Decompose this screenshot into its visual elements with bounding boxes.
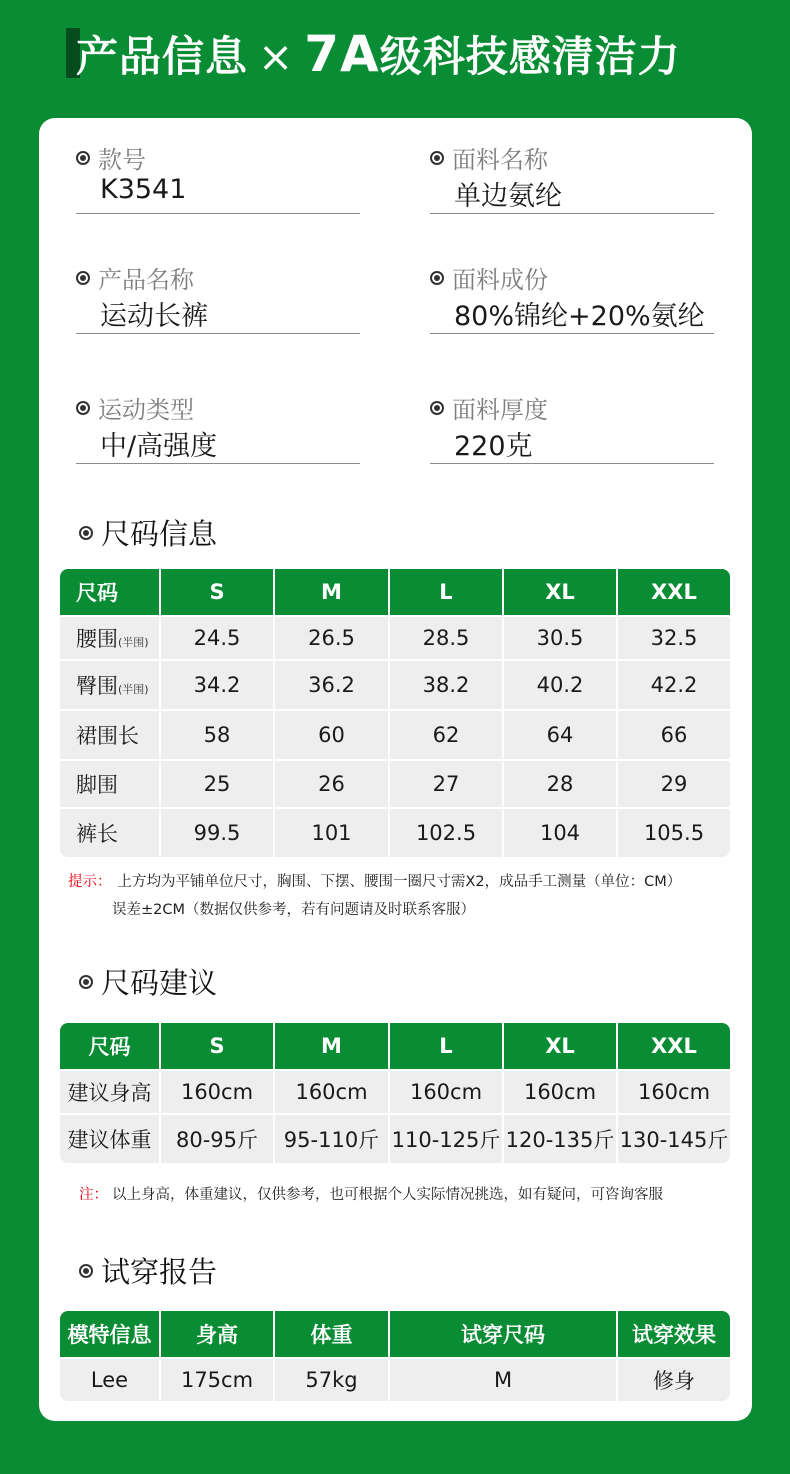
title-part2: 级科技感清洁力 — [379, 32, 681, 81]
table-cell: 25 — [161, 759, 275, 807]
spec-label: 面料名称 — [430, 140, 548, 175]
table-cell: 28 — [504, 759, 618, 807]
spec-field-fabric-composition — [430, 238, 714, 334]
table-cell: 160cm — [161, 1069, 275, 1113]
column-header: S — [161, 569, 275, 615]
table-cell: 120-135斤 — [504, 1113, 618, 1163]
divider — [76, 213, 360, 214]
table-cell: 60 — [275, 709, 390, 759]
column-header: M — [275, 569, 390, 615]
table-cell: 57kg — [275, 1357, 390, 1401]
bullet-icon — [430, 151, 444, 165]
column-header: XXL — [618, 1023, 730, 1069]
spec-label: 款号 — [76, 140, 146, 175]
table-cell: 101 — [275, 807, 390, 857]
bullet-icon — [76, 271, 90, 285]
spec-value: K3541 — [100, 174, 187, 205]
spec-label: 产品名称 — [76, 260, 194, 295]
table-header-row — [60, 569, 730, 615]
section-title-fit-report: 试穿报告 — [79, 1250, 217, 1291]
spec-value: 运动长裤 — [100, 301, 208, 332]
table-cell: 104 — [504, 807, 618, 857]
note-prefix: 注： — [79, 1187, 108, 1203]
fit-report-table — [60, 1311, 730, 1401]
title-7a: 7A — [304, 25, 380, 83]
column-header: 试穿效果 — [618, 1311, 730, 1357]
table-cell: 160cm — [275, 1069, 390, 1113]
table-row — [60, 1113, 730, 1163]
table-cell: 66 — [618, 709, 730, 759]
size-info-table — [60, 569, 730, 857]
table-cell: 64 — [504, 709, 618, 759]
column-header: XXL — [618, 569, 730, 615]
table-cell: 160cm — [618, 1069, 730, 1113]
table-cell: 34.2 — [161, 659, 275, 709]
table-header-row — [60, 1311, 730, 1357]
column-header: 模特信息 — [60, 1311, 161, 1357]
spec-value: 中/高强度 — [100, 431, 218, 462]
table-cell: 160cm — [504, 1069, 618, 1113]
column-header: L — [390, 1023, 504, 1069]
bullet-icon — [79, 1264, 93, 1278]
table-cell: 26.5 — [275, 615, 390, 659]
note-prefix: 提示： — [68, 874, 112, 890]
table-row — [60, 1357, 730, 1401]
column-header: S — [161, 1023, 275, 1069]
table-cell: 28.5 — [390, 615, 504, 659]
table-cell: 29 — [618, 759, 730, 807]
table-row — [60, 1069, 730, 1113]
column-header: M — [275, 1023, 390, 1069]
row-label: 脚围 — [60, 759, 161, 807]
table-header-row — [60, 1023, 730, 1069]
table-cell: 30.5 — [504, 615, 618, 659]
table-cell: 42.2 — [618, 659, 730, 709]
size-advice-table — [60, 1023, 730, 1163]
divider — [76, 333, 360, 334]
table-cell: 修身 — [618, 1357, 730, 1401]
bullet-icon — [79, 526, 93, 540]
title-separator: × — [258, 32, 295, 81]
content-card — [39, 118, 752, 1421]
column-header: 尺码 — [60, 1023, 161, 1069]
column-header: 尺码 — [60, 569, 161, 615]
table-row — [60, 659, 730, 709]
column-header: L — [390, 569, 504, 615]
table-cell: 32.5 — [618, 615, 730, 659]
table-cell: 80-95斤 — [161, 1113, 275, 1163]
row-label: 建议身高 — [60, 1069, 161, 1113]
row-label: 腰围(半围) — [60, 615, 161, 659]
table-cell: 24.5 — [161, 615, 275, 659]
table-cell: 110-125斤 — [390, 1113, 504, 1163]
table-cell: 38.2 — [390, 659, 504, 709]
spec-label: 面料厚度 — [430, 390, 548, 425]
table-cell: 99.5 — [161, 807, 275, 857]
divider — [430, 333, 714, 334]
table-cell: 105.5 — [618, 807, 730, 857]
spec-field-style-no — [76, 118, 360, 214]
spec-field-sport-type — [76, 368, 360, 464]
divider — [76, 463, 360, 464]
table-cell: 36.2 — [275, 659, 390, 709]
section-title-size-advice: 尺码建议 — [79, 961, 217, 1002]
spec-label: 运动类型 — [76, 390, 194, 425]
bullet-icon — [76, 401, 90, 415]
size-info-note-line1: 提示： 上方均为平铺单位尺寸，胸围、下摆、腰围一圈尺寸需X2，成品手工测量（单位：CM） — [68, 874, 682, 890]
spec-label: 面料成份 — [430, 260, 548, 295]
table-cell: 102.5 — [390, 807, 504, 857]
table-cell: 58 — [161, 709, 275, 759]
column-header: XL — [504, 1023, 618, 1069]
table-cell: 160cm — [390, 1069, 504, 1113]
spec-field-product-name — [76, 238, 360, 334]
row-label: 裙围长 — [60, 709, 161, 759]
section-title-size-info: 尺码信息 — [79, 512, 217, 553]
table-cell: 40.2 — [504, 659, 618, 709]
title-part1: 产品信息 — [76, 32, 249, 81]
table-row — [60, 759, 730, 807]
spec-value: 80%锦纶+20%氨纶 — [454, 301, 705, 332]
table-cell: 130-145斤 — [618, 1113, 730, 1163]
table-cell: 175cm — [161, 1357, 275, 1401]
spec-value: 220克 — [454, 431, 533, 462]
row-label: 臀围(半围) — [60, 659, 161, 709]
bullet-icon — [76, 151, 90, 165]
size-advice-note: 注： 以上身高，体重建议，仅供参考，也可根据个人实际情况挑选，如有疑问，可咨询客服 — [79, 1187, 663, 1203]
table-row — [60, 615, 730, 659]
bullet-icon — [430, 401, 444, 415]
divider — [430, 463, 714, 464]
spec-value: 单边氨纶 — [454, 181, 562, 212]
table-cell: Lee — [60, 1357, 161, 1401]
row-label: 裤长 — [60, 807, 161, 857]
size-info-note-line2: 误差±2CM（数据仅供参考，若有问题请及时联系客服） — [112, 902, 476, 918]
column-header: 身高 — [161, 1311, 275, 1357]
page-title — [76, 24, 776, 84]
bullet-icon — [430, 271, 444, 285]
row-label: 建议体重 — [60, 1113, 161, 1163]
table-cell: 95-110斤 — [275, 1113, 390, 1163]
title-bar — [0, 0, 790, 108]
table-row — [60, 709, 730, 759]
column-header: 体重 — [275, 1311, 390, 1357]
column-header: 试穿尺码 — [390, 1311, 618, 1357]
divider — [430, 213, 714, 214]
table-cell: M — [390, 1357, 618, 1401]
bullet-icon — [79, 975, 93, 989]
spec-field-fabric-weight — [430, 368, 714, 464]
table-cell: 26 — [275, 759, 390, 807]
table-cell: 62 — [390, 709, 504, 759]
table-cell: 27 — [390, 759, 504, 807]
column-header: XL — [504, 569, 618, 615]
table-row — [60, 807, 730, 857]
spec-field-fabric-name — [430, 118, 714, 214]
